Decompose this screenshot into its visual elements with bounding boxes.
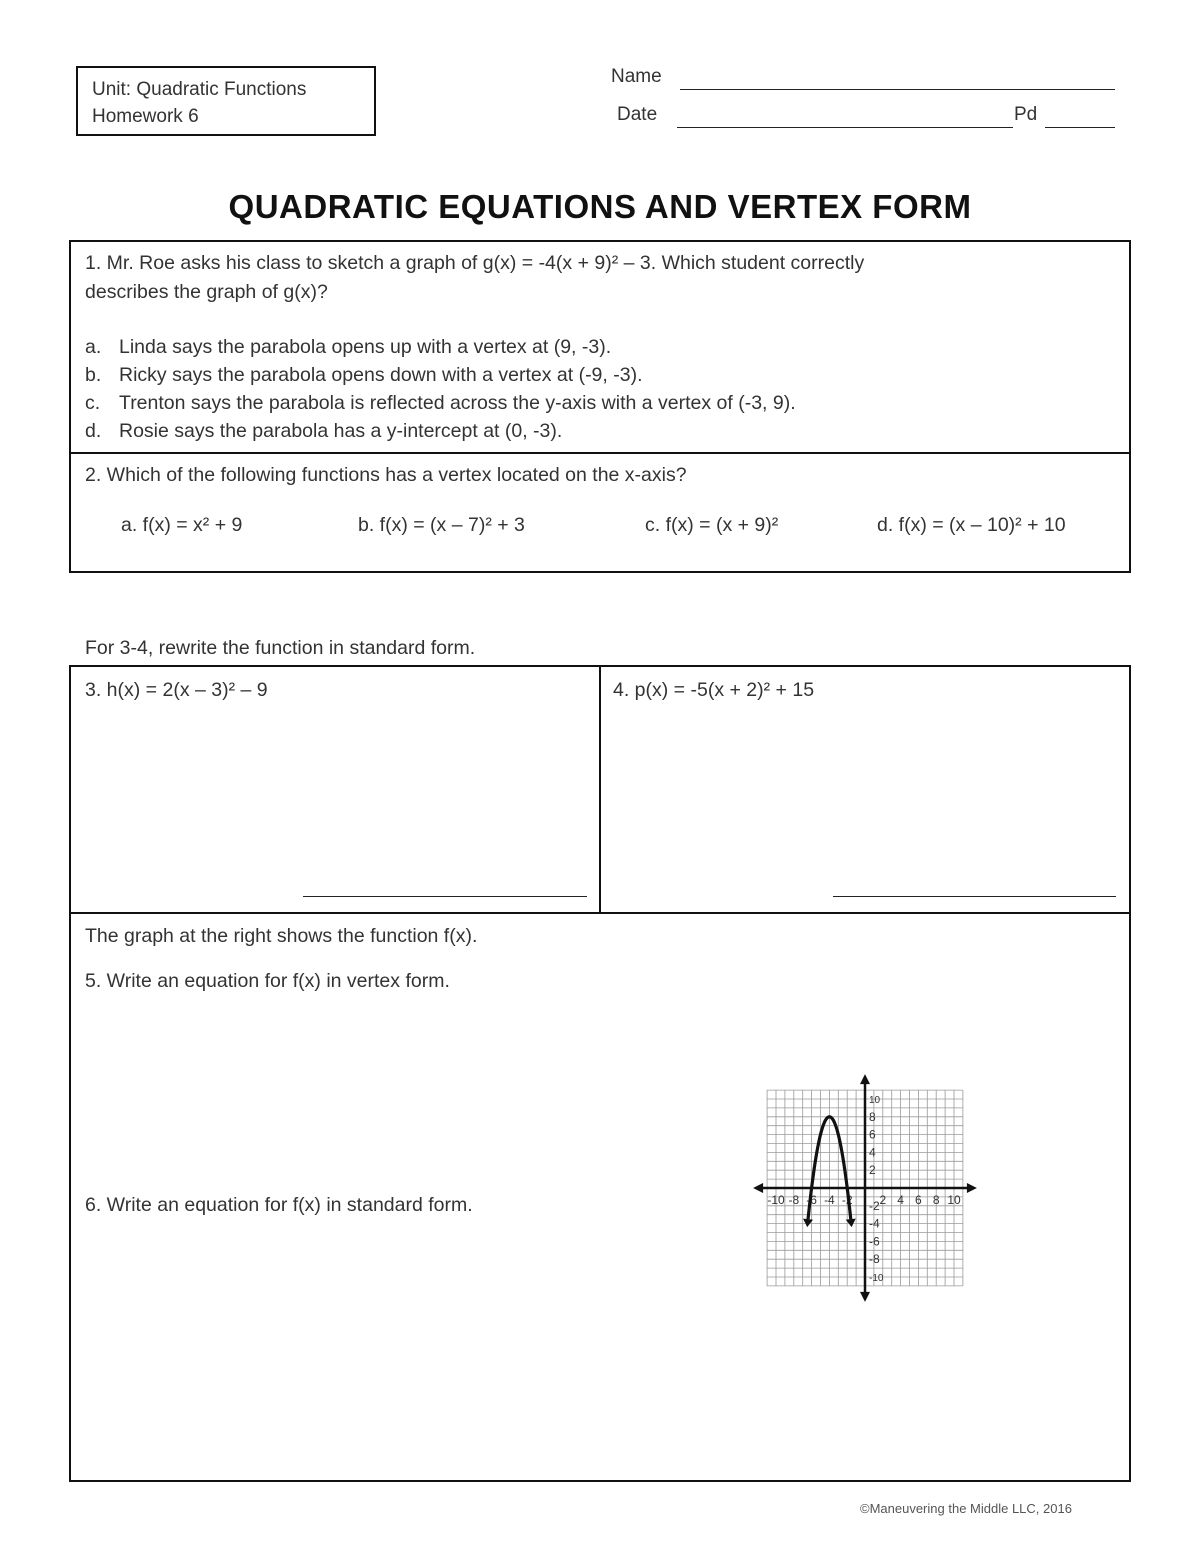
question-1-prompt-line1: 1. Mr. Roe asks his class to sketch a graph of g(x) = -4(x + 9)² – 3. Which student correctly — [85, 252, 865, 274]
x-tick-label: -6 — [806, 1193, 817, 1207]
question-1-choice-c[interactable]: c. Trenton says the parabola is reflected across the y-axis with a vertex of (-3, 9). — [85, 392, 796, 414]
page-title: QUADRATIC EQUATIONS AND VERTEX FORM — [228, 188, 972, 225]
divider-q4-graph — [69, 912, 1131, 914]
question-1-choice-a[interactable]: a. Linda says the parabola opens up with a vertex at (9, -3). — [85, 336, 612, 358]
unit-title: Unit: Quadratic Functions — [92, 79, 307, 100]
question-1-choice-b[interactable]: b. Ricky says the parabola opens down with a vertex at (-9, -3). — [85, 364, 643, 386]
y-axis-arrow-up — [860, 1074, 870, 1084]
unit-box — [76, 66, 376, 136]
y-tick-label: 4 — [869, 1145, 876, 1160]
question-3-prompt: 3. h(x) = 2(x – 3)² – 9 — [85, 679, 268, 701]
x-axis-arrow-right — [967, 1183, 977, 1193]
date-field[interactable] — [677, 127, 1013, 128]
question-1-choice-d[interactable]: d. Rosie says the parabola has a y-intercept at (0, -3). — [85, 420, 563, 442]
y-axis-arrow-down — [860, 1292, 870, 1302]
y-tick-label: 8 — [869, 1109, 876, 1124]
name-label: Name — [611, 66, 662, 87]
x-tick-label: 4 — [897, 1193, 904, 1207]
coordinate-graph — [650, 970, 1085, 1405]
question-1-prompt-line2: describes the graph of g(x)? — [85, 281, 328, 303]
x-tick-label: -8 — [788, 1193, 800, 1207]
question-4-prompt: 4. p(x) = -5(x + 2)² + 15 — [613, 679, 815, 701]
y-tick-label: 2 — [869, 1163, 876, 1178]
homework-number: Homework 6 — [92, 106, 199, 127]
copyright: ©Maneuvering the Middle LLC, 2016 — [860, 1501, 1072, 1516]
name-field[interactable] — [680, 89, 1115, 90]
question-4-answer-line[interactable] — [833, 896, 1116, 897]
x-tick-label: -10 — [767, 1193, 785, 1207]
x-tick-label: 8 — [932, 1193, 940, 1207]
y-tick-label: -10 — [869, 1273, 884, 1284]
question-2-choice-a[interactable]: a. f(x) = x² + 9 — [121, 514, 243, 536]
x-tick-label: 2 — [879, 1193, 887, 1207]
question-2-choice-d[interactable]: d. f(x) = (x – 10)² + 10 — [877, 514, 1066, 536]
instructions-3-4: For 3-4, rewrite the function in standard form. — [85, 637, 476, 659]
x-tick-label: -2 — [841, 1193, 853, 1207]
question-5-prompt: 5. Write an equation for f(x) in vertex form. — [85, 970, 450, 992]
divider-q3-q4 — [599, 665, 601, 914]
y-tick-label: -2 — [869, 1198, 880, 1213]
question-3-answer-line[interactable] — [303, 896, 587, 897]
graph-intro: The graph at the right shows the function f(x). — [85, 925, 478, 947]
question-2-choice-b[interactable]: b. f(x) = (x – 7)² + 3 — [358, 514, 525, 536]
period-label: Pd — [1014, 104, 1038, 125]
x-tick-label: 6 — [915, 1193, 922, 1207]
y-tick-label: -6 — [869, 1234, 880, 1249]
question-2-prompt: 2. Which of the following functions has a vertex located on the x-axis? — [85, 464, 687, 486]
y-tick-label: 6 — [869, 1127, 876, 1142]
x-tick-label: -4 — [824, 1193, 835, 1207]
period-field[interactable] — [1045, 127, 1115, 128]
x-tick-label: 10 — [947, 1193, 961, 1207]
y-tick-label: 10 — [869, 1095, 881, 1106]
question-2-choice-c[interactable]: c. f(x) = (x + 9)² — [645, 514, 779, 536]
y-tick-label: -4 — [869, 1216, 880, 1231]
question-6-prompt: 6. Write an equation for f(x) in standard form. — [85, 1194, 473, 1216]
x-axis-arrow-left — [753, 1183, 763, 1193]
y-tick-label: -8 — [869, 1252, 880, 1267]
divider-q1-q2 — [69, 452, 1131, 454]
date-label: Date — [617, 104, 658, 125]
